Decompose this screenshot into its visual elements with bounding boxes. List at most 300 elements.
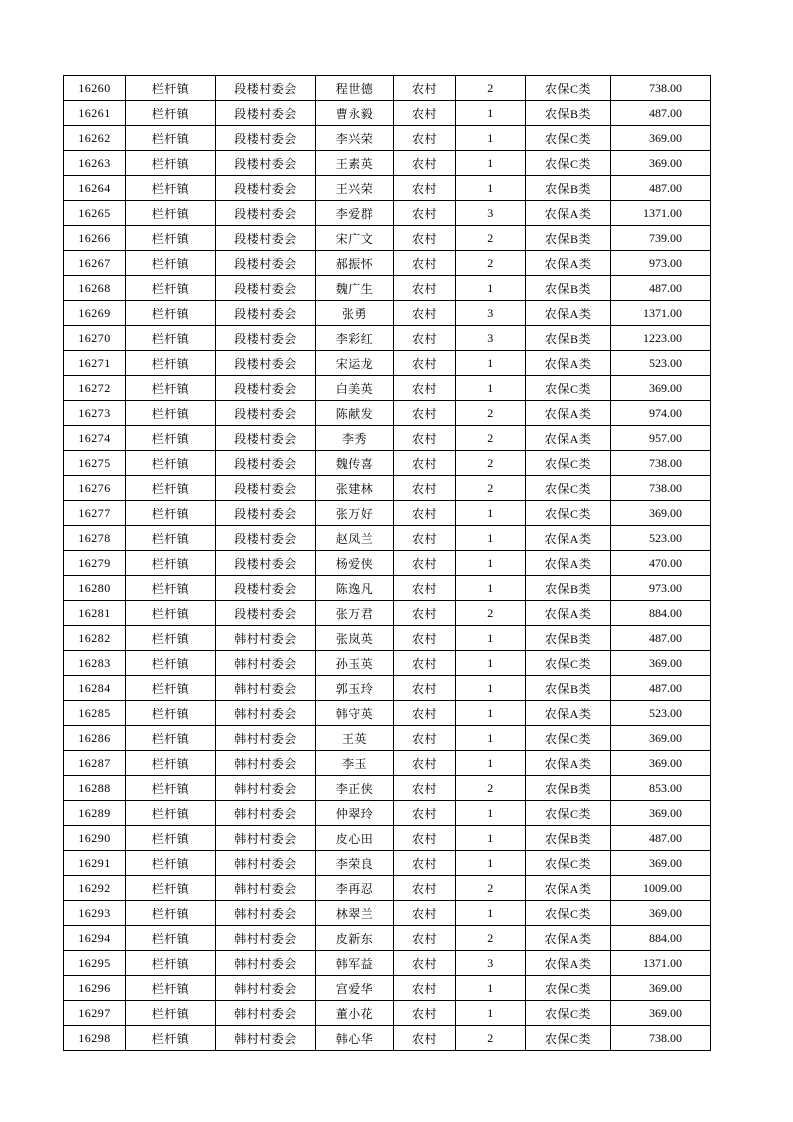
- cell-town: 栏杆镇: [126, 801, 216, 826]
- cell-count: 2: [456, 926, 526, 951]
- cell-category: 农保B类: [526, 826, 611, 851]
- table-row: [64, 651, 711, 676]
- cell-village: 韩村村委会: [216, 926, 316, 951]
- cell-count: 1: [456, 501, 526, 526]
- cell-type: 农村: [394, 726, 456, 751]
- table-row: [64, 276, 711, 301]
- cell-type: 农村: [394, 276, 456, 301]
- cell-type: 农村: [394, 501, 456, 526]
- cell-type: 农村: [394, 476, 456, 501]
- cell-id: 16292: [64, 876, 126, 901]
- cell-type: 农村: [394, 551, 456, 576]
- cell-count: 1: [456, 1001, 526, 1026]
- cell-id: 16280: [64, 576, 126, 601]
- benefit-table: [63, 75, 711, 1051]
- cell-count: 1: [456, 901, 526, 926]
- cell-category: 农保C类: [526, 651, 611, 676]
- cell-amount: 1009.00: [611, 876, 711, 901]
- table-row: [64, 426, 711, 451]
- cell-village: 段楼村委会: [216, 326, 316, 351]
- cell-id: 16296: [64, 976, 126, 1001]
- cell-count: 1: [456, 276, 526, 301]
- cell-count: 3: [456, 951, 526, 976]
- cell-amount: 470.00: [611, 551, 711, 576]
- cell-category: 农保A类: [526, 251, 611, 276]
- cell-id: 16271: [64, 351, 126, 376]
- cell-amount: 884.00: [611, 926, 711, 951]
- cell-type: 农村: [394, 326, 456, 351]
- cell-id: 16282: [64, 626, 126, 651]
- cell-id: 16293: [64, 901, 126, 926]
- cell-id: 16263: [64, 151, 126, 176]
- cell-amount: 369.00: [611, 651, 711, 676]
- cell-id: 16287: [64, 751, 126, 776]
- cell-town: 栏杆镇: [126, 526, 216, 551]
- cell-town: 栏杆镇: [126, 1001, 216, 1026]
- cell-count: 1: [456, 701, 526, 726]
- cell-type: 农村: [394, 426, 456, 451]
- cell-name: 孙玉英: [316, 651, 394, 676]
- cell-village: 段楼村委会: [216, 101, 316, 126]
- cell-name: 张万好: [316, 501, 394, 526]
- table-row: [64, 601, 711, 626]
- cell-town: 栏杆镇: [126, 76, 216, 101]
- cell-village: 段楼村委会: [216, 451, 316, 476]
- table-row: [64, 751, 711, 776]
- cell-count: 1: [456, 826, 526, 851]
- cell-village: 韩村村委会: [216, 951, 316, 976]
- cell-count: 1: [456, 551, 526, 576]
- cell-category: 农保C类: [526, 476, 611, 501]
- cell-name: 白美英: [316, 376, 394, 401]
- cell-count: 1: [456, 101, 526, 126]
- cell-count: 1: [456, 526, 526, 551]
- cell-town: 栏杆镇: [126, 401, 216, 426]
- cell-village: 韩村村委会: [216, 851, 316, 876]
- table-row: [64, 926, 711, 951]
- cell-category: 农保C类: [526, 726, 611, 751]
- cell-type: 农村: [394, 801, 456, 826]
- cell-count: 2: [456, 451, 526, 476]
- cell-town: 栏杆镇: [126, 726, 216, 751]
- cell-amount: 487.00: [611, 676, 711, 701]
- cell-name: 林翠兰: [316, 901, 394, 926]
- cell-amount: 487.00: [611, 626, 711, 651]
- cell-id: 16277: [64, 501, 126, 526]
- cell-type: 农村: [394, 126, 456, 151]
- table-row: [64, 1026, 711, 1051]
- table-row: [64, 326, 711, 351]
- cell-type: 农村: [394, 76, 456, 101]
- cell-name: 李秀: [316, 426, 394, 451]
- cell-type: 农村: [394, 851, 456, 876]
- cell-village: 韩村村委会: [216, 801, 316, 826]
- cell-name: 杨爱侠: [316, 551, 394, 576]
- cell-category: 农保C类: [526, 1026, 611, 1051]
- cell-name: 李爱群: [316, 201, 394, 226]
- cell-amount: 487.00: [611, 176, 711, 201]
- cell-village: 韩村村委会: [216, 976, 316, 1001]
- cell-id: 16290: [64, 826, 126, 851]
- cell-id: 16283: [64, 651, 126, 676]
- cell-id: 16273: [64, 401, 126, 426]
- cell-category: 农保B类: [526, 776, 611, 801]
- cell-town: 栏杆镇: [126, 101, 216, 126]
- cell-count: 1: [456, 351, 526, 376]
- cell-category: 农保B类: [526, 326, 611, 351]
- cell-village: 段楼村委会: [216, 576, 316, 601]
- cell-amount: 369.00: [611, 976, 711, 1001]
- cell-category: 农保A类: [526, 301, 611, 326]
- cell-type: 农村: [394, 926, 456, 951]
- cell-town: 栏杆镇: [126, 226, 216, 251]
- cell-name: 曹永毅: [316, 101, 394, 126]
- cell-town: 栏杆镇: [126, 376, 216, 401]
- cell-category: 农保B类: [526, 676, 611, 701]
- cell-amount: 369.00: [611, 901, 711, 926]
- cell-village: 段楼村委会: [216, 176, 316, 201]
- cell-type: 农村: [394, 301, 456, 326]
- cell-type: 农村: [394, 626, 456, 651]
- cell-name: 王兴荣: [316, 176, 394, 201]
- cell-town: 栏杆镇: [126, 351, 216, 376]
- table-row: [64, 201, 711, 226]
- cell-id: 16266: [64, 226, 126, 251]
- cell-amount: 523.00: [611, 526, 711, 551]
- cell-name: 皮新东: [316, 926, 394, 951]
- table-row: [64, 801, 711, 826]
- cell-name: 李再忍: [316, 876, 394, 901]
- table-row: [64, 251, 711, 276]
- cell-town: 栏杆镇: [126, 776, 216, 801]
- cell-town: 栏杆镇: [126, 626, 216, 651]
- cell-id: 16267: [64, 251, 126, 276]
- cell-amount: 1371.00: [611, 951, 711, 976]
- cell-town: 栏杆镇: [126, 476, 216, 501]
- cell-town: 栏杆镇: [126, 876, 216, 901]
- cell-amount: 523.00: [611, 701, 711, 726]
- cell-category: 农保A类: [526, 876, 611, 901]
- table-row: [64, 776, 711, 801]
- cell-amount: 369.00: [611, 851, 711, 876]
- cell-id: 16261: [64, 101, 126, 126]
- cell-village: 段楼村委会: [216, 226, 316, 251]
- cell-town: 栏杆镇: [126, 701, 216, 726]
- cell-type: 农村: [394, 1026, 456, 1051]
- cell-category: 农保A类: [526, 526, 611, 551]
- cell-amount: 738.00: [611, 476, 711, 501]
- cell-category: 农保C类: [526, 1001, 611, 1026]
- cell-type: 农村: [394, 901, 456, 926]
- cell-count: 1: [456, 976, 526, 1001]
- cell-type: 农村: [394, 776, 456, 801]
- table-row: [64, 101, 711, 126]
- cell-name: 张建林: [316, 476, 394, 501]
- cell-id: 16275: [64, 451, 126, 476]
- cell-name: 李正侠: [316, 776, 394, 801]
- cell-id: 16297: [64, 1001, 126, 1026]
- cell-name: 李兴荣: [316, 126, 394, 151]
- cell-name: 李荣良: [316, 851, 394, 876]
- cell-amount: 974.00: [611, 401, 711, 426]
- cell-id: 16262: [64, 126, 126, 151]
- cell-id: 16295: [64, 951, 126, 976]
- table-row: [64, 526, 711, 551]
- cell-count: 1: [456, 176, 526, 201]
- cell-type: 农村: [394, 676, 456, 701]
- cell-name: 李玉: [316, 751, 394, 776]
- cell-type: 农村: [394, 526, 456, 551]
- cell-id: 16294: [64, 926, 126, 951]
- cell-amount: 487.00: [611, 276, 711, 301]
- cell-amount: 1371.00: [611, 301, 711, 326]
- cell-category: 农保C类: [526, 801, 611, 826]
- cell-town: 栏杆镇: [126, 751, 216, 776]
- cell-village: 段楼村委会: [216, 426, 316, 451]
- cell-town: 栏杆镇: [126, 1026, 216, 1051]
- cell-count: 1: [456, 626, 526, 651]
- cell-village: 段楼村委会: [216, 551, 316, 576]
- cell-type: 农村: [394, 176, 456, 201]
- cell-type: 农村: [394, 576, 456, 601]
- cell-id: 16281: [64, 601, 126, 626]
- table-row: [64, 76, 711, 101]
- cell-amount: 369.00: [611, 376, 711, 401]
- cell-amount: 369.00: [611, 501, 711, 526]
- cell-amount: 973.00: [611, 576, 711, 601]
- table-row: [64, 401, 711, 426]
- cell-name: 张岚英: [316, 626, 394, 651]
- cell-category: 农保A类: [526, 601, 611, 626]
- cell-category: 农保C类: [526, 976, 611, 1001]
- cell-amount: 523.00: [611, 351, 711, 376]
- cell-town: 栏杆镇: [126, 651, 216, 676]
- cell-id: 16276: [64, 476, 126, 501]
- cell-count: 1: [456, 801, 526, 826]
- cell-id: 16279: [64, 551, 126, 576]
- cell-name: 魏传喜: [316, 451, 394, 476]
- cell-name: 韩守英: [316, 701, 394, 726]
- cell-amount: 369.00: [611, 726, 711, 751]
- cell-village: 韩村村委会: [216, 726, 316, 751]
- cell-name: 王素英: [316, 151, 394, 176]
- cell-count: 2: [456, 601, 526, 626]
- cell-village: 段楼村委会: [216, 251, 316, 276]
- cell-category: 农保B类: [526, 101, 611, 126]
- cell-village: 韩村村委会: [216, 776, 316, 801]
- cell-town: 栏杆镇: [126, 251, 216, 276]
- cell-category: 农保B类: [526, 626, 611, 651]
- cell-amount: 369.00: [611, 126, 711, 151]
- cell-name: 仲翠玲: [316, 801, 394, 826]
- cell-village: 段楼村委会: [216, 201, 316, 226]
- cell-category: 农保A类: [526, 701, 611, 726]
- cell-name: 韩军益: [316, 951, 394, 976]
- cell-count: 2: [456, 426, 526, 451]
- cell-id: 16291: [64, 851, 126, 876]
- cell-id: 16265: [64, 201, 126, 226]
- cell-village: 韩村村委会: [216, 751, 316, 776]
- table-row: [64, 226, 711, 251]
- cell-town: 栏杆镇: [126, 926, 216, 951]
- cell-town: 栏杆镇: [126, 676, 216, 701]
- table-row: [64, 126, 711, 151]
- cell-id: 16270: [64, 326, 126, 351]
- cell-town: 栏杆镇: [126, 451, 216, 476]
- cell-id: 16278: [64, 526, 126, 551]
- cell-count: 1: [456, 751, 526, 776]
- cell-category: 农保A类: [526, 551, 611, 576]
- table-row: [64, 301, 711, 326]
- cell-town: 栏杆镇: [126, 826, 216, 851]
- cell-id: 16289: [64, 801, 126, 826]
- cell-amount: 884.00: [611, 601, 711, 626]
- cell-category: 农保C类: [526, 501, 611, 526]
- cell-type: 农村: [394, 751, 456, 776]
- cell-type: 农村: [394, 451, 456, 476]
- cell-count: 1: [456, 851, 526, 876]
- table-row: [64, 876, 711, 901]
- cell-id: 16269: [64, 301, 126, 326]
- cell-name: 宋广文: [316, 226, 394, 251]
- cell-name: 董小花: [316, 1001, 394, 1026]
- cell-amount: 369.00: [611, 1001, 711, 1026]
- cell-village: 段楼村委会: [216, 601, 316, 626]
- cell-count: 2: [456, 251, 526, 276]
- cell-count: 1: [456, 576, 526, 601]
- cell-village: 段楼村委会: [216, 76, 316, 101]
- cell-town: 栏杆镇: [126, 551, 216, 576]
- cell-amount: 738.00: [611, 1026, 711, 1051]
- cell-village: 韩村村委会: [216, 1026, 316, 1051]
- cell-name: 张勇: [316, 301, 394, 326]
- cell-type: 农村: [394, 601, 456, 626]
- table-row: [64, 976, 711, 1001]
- cell-name: 程世德: [316, 76, 394, 101]
- table-row: [64, 451, 711, 476]
- cell-amount: 369.00: [611, 751, 711, 776]
- cell-type: 农村: [394, 951, 456, 976]
- cell-id: 16272: [64, 376, 126, 401]
- cell-village: 段楼村委会: [216, 301, 316, 326]
- cell-town: 栏杆镇: [126, 901, 216, 926]
- cell-village: 段楼村委会: [216, 151, 316, 176]
- cell-count: 1: [456, 376, 526, 401]
- cell-town: 栏杆镇: [126, 326, 216, 351]
- cell-type: 农村: [394, 351, 456, 376]
- cell-amount: 487.00: [611, 826, 711, 851]
- cell-village: 韩村村委会: [216, 676, 316, 701]
- cell-town: 栏杆镇: [126, 976, 216, 1001]
- cell-type: 农村: [394, 101, 456, 126]
- cell-count: 2: [456, 401, 526, 426]
- cell-town: 栏杆镇: [126, 201, 216, 226]
- cell-village: 段楼村委会: [216, 376, 316, 401]
- cell-category: 农保B类: [526, 176, 611, 201]
- cell-village: 段楼村委会: [216, 276, 316, 301]
- cell-type: 农村: [394, 251, 456, 276]
- cell-type: 农村: [394, 876, 456, 901]
- cell-id: 16284: [64, 676, 126, 701]
- cell-amount: 369.00: [611, 151, 711, 176]
- cell-category: 农保C类: [526, 376, 611, 401]
- cell-name: 张万君: [316, 601, 394, 626]
- cell-count: 2: [456, 476, 526, 501]
- cell-name: 韩心华: [316, 1026, 394, 1051]
- cell-count: 1: [456, 726, 526, 751]
- table-row: [64, 726, 711, 751]
- cell-id: 16260: [64, 76, 126, 101]
- cell-town: 栏杆镇: [126, 151, 216, 176]
- cell-amount: 738.00: [611, 451, 711, 476]
- cell-type: 农村: [394, 701, 456, 726]
- cell-count: 3: [456, 326, 526, 351]
- cell-category: 农保A类: [526, 201, 611, 226]
- cell-type: 农村: [394, 976, 456, 1001]
- cell-name: 郝振怀: [316, 251, 394, 276]
- cell-count: 2: [456, 876, 526, 901]
- cell-category: 农保A类: [526, 751, 611, 776]
- cell-count: 3: [456, 301, 526, 326]
- cell-name: 皮心田: [316, 826, 394, 851]
- cell-id: 16264: [64, 176, 126, 201]
- table-row: [64, 676, 711, 701]
- cell-count: 2: [456, 226, 526, 251]
- cell-category: 农保C类: [526, 851, 611, 876]
- cell-category: 农保C类: [526, 76, 611, 101]
- cell-town: 栏杆镇: [126, 501, 216, 526]
- cell-type: 农村: [394, 376, 456, 401]
- table-row: [64, 826, 711, 851]
- cell-village: 段楼村委会: [216, 401, 316, 426]
- table-row: [64, 576, 711, 601]
- cell-name: 宋运龙: [316, 351, 394, 376]
- cell-type: 农村: [394, 201, 456, 226]
- cell-id: 16286: [64, 726, 126, 751]
- cell-village: 韩村村委会: [216, 826, 316, 851]
- cell-count: 1: [456, 676, 526, 701]
- cell-id: 16288: [64, 776, 126, 801]
- cell-category: 农保A类: [526, 401, 611, 426]
- cell-village: 韩村村委会: [216, 901, 316, 926]
- cell-id: 16285: [64, 701, 126, 726]
- cell-category: 农保C类: [526, 901, 611, 926]
- cell-amount: 738.00: [611, 76, 711, 101]
- cell-name: 陈献发: [316, 401, 394, 426]
- cell-name: 王英: [316, 726, 394, 751]
- cell-amount: 369.00: [611, 801, 711, 826]
- cell-town: 栏杆镇: [126, 851, 216, 876]
- cell-village: 韩村村委会: [216, 626, 316, 651]
- cell-village: 段楼村委会: [216, 351, 316, 376]
- cell-town: 栏杆镇: [126, 176, 216, 201]
- cell-amount: 1223.00: [611, 326, 711, 351]
- cell-type: 农村: [394, 401, 456, 426]
- table-row: [64, 626, 711, 651]
- cell-name: 魏广生: [316, 276, 394, 301]
- cell-count: 1: [456, 651, 526, 676]
- table-row: [64, 376, 711, 401]
- table-row: [64, 851, 711, 876]
- cell-count: 3: [456, 201, 526, 226]
- cell-amount: 487.00: [611, 101, 711, 126]
- cell-category: 农保C类: [526, 151, 611, 176]
- table-row: [64, 1001, 711, 1026]
- cell-village: 段楼村委会: [216, 501, 316, 526]
- benefit-table-body: [64, 76, 711, 1051]
- cell-category: 农保A类: [526, 426, 611, 451]
- cell-type: 农村: [394, 1001, 456, 1026]
